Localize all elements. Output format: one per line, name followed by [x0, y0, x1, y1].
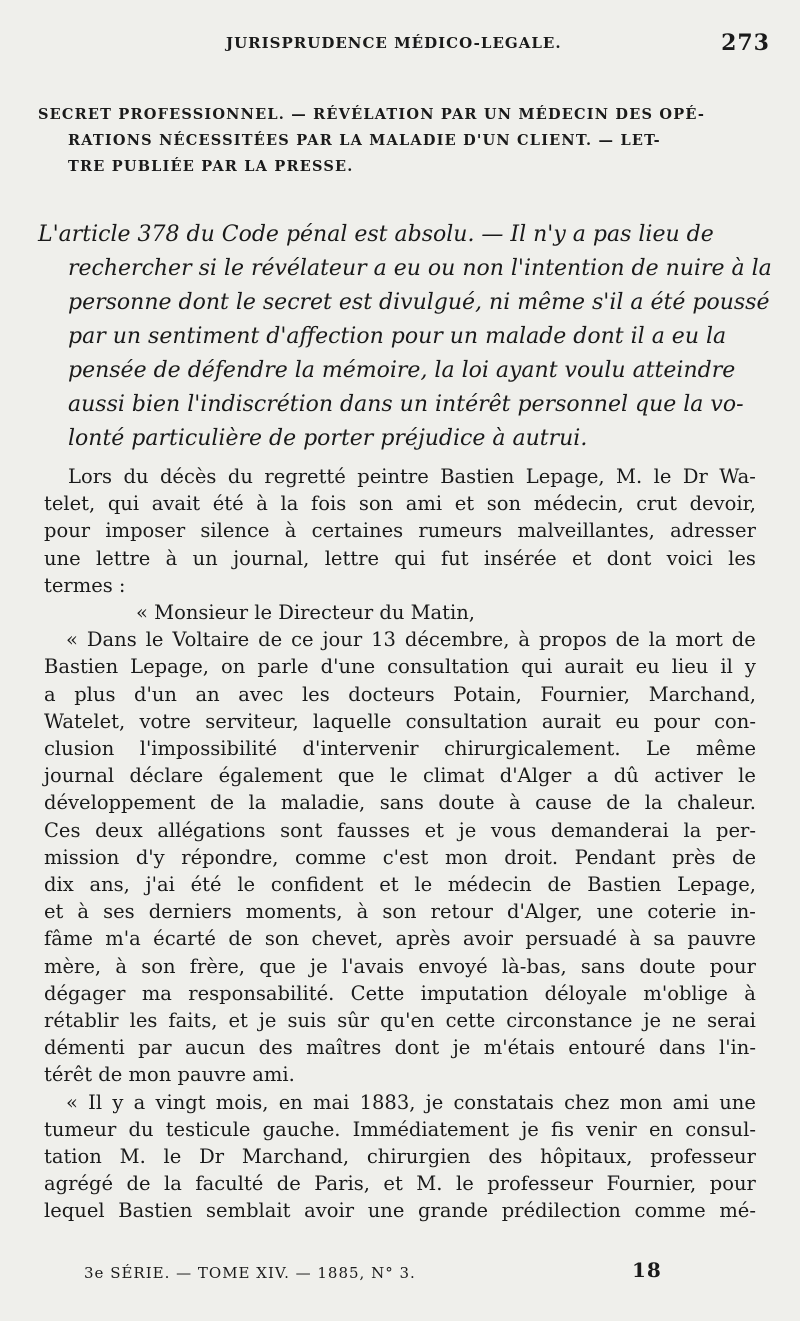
- body-line: « Dans le Voltaire de ce jour 13 décembre, à propos de la mort de: [66, 628, 756, 652]
- body-line: une lettre à un journal, lettre qui fut insérée et dont voici les: [44, 546, 756, 570]
- body-line: telet, qui avait été à la fois son ami et son médecin, crut devoir,: [44, 492, 756, 516]
- summary-line: L'article 378 du Code pénal est absolu. — Il n'y a pas lieu de: [38, 222, 714, 247]
- summary-paragraph: [38, 218, 772, 456]
- series-info: 3e SÉRIE. — TOME XIV. — 1885, N° 3.: [84, 1264, 416, 1282]
- section-heading: [38, 102, 756, 180]
- body-line: tumeur du testicule gauche. Immédiatement je fis venir en consul-: [44, 1117, 756, 1141]
- summary-line: lonté particulière de porter préjudice à autrui.: [68, 426, 588, 451]
- body-line: tation M. le Dr Marchand, chirurgien des hôpitaux, professeur: [44, 1145, 756, 1169]
- body-line: développement de la maladie, sans doute à cause de la chaleur.: [44, 791, 756, 815]
- body-line: et à ses derniers moments, à son retour d'Alger, une coterie in-: [44, 900, 756, 924]
- body-line: fâme m'a écarté de son chevet, après avoir persuadé à sa pauvre: [44, 927, 756, 951]
- body-line: agrégé de la faculté de Paris, et M. le professeur Fournier, pour: [44, 1172, 756, 1196]
- body-line: rétablir les faits, et je suis sûr qu'en cette circonstance je ne serai: [44, 1009, 756, 1033]
- body-line: Ces deux allégations sont fausses et je vous demanderai la per-: [44, 818, 756, 842]
- summary-line: personne dont le secret est divulgué, ni même s'il a été poussé: [68, 290, 770, 315]
- section-heading-line: RATIONS NÉCESSITÉES PAR LA MALADIE D'UN CLIENT. — LET-: [68, 132, 661, 149]
- page-footer: [84, 1258, 664, 1282]
- body-line: démenti par aucun des maîtres dont je m'étais entouré dans l'in-: [44, 1036, 756, 1060]
- body-line: pour imposer silence à certaines rumeurs malveillantes, adresser: [44, 519, 756, 543]
- section-heading-line: TRE PUBLIÉE PAR LA PRESSE.: [68, 158, 354, 175]
- body-line: mère, à son frère, que je l'avais envoyé là-bas, sans doute pour: [44, 954, 756, 978]
- page-number: 273: [721, 30, 770, 56]
- body-text: [44, 463, 756, 1225]
- body-line: dégager ma responsabilité. Cette imputation déloyale m'oblige à: [44, 981, 756, 1005]
- body-line: lequel Bastien semblait avoir une grande prédilection comme mé-: [44, 1199, 756, 1223]
- body-line: dix ans, j'ai été le confident et le médecin de Bastien Lepage,: [44, 873, 756, 897]
- body-line: « Il y a vingt mois, en mai 1883, je constatais chez mon ami une: [66, 1090, 756, 1114]
- summary-line: aussi bien l'indiscrétion dans un intérêt personnel que la vo-: [68, 392, 744, 417]
- body-line: « Monsieur le Directeur du Matin,: [136, 601, 476, 625]
- body-line: Lors du décès du regretté peintre Bastien Lepage, M. le Dr Wa-: [68, 465, 756, 488]
- summary-line: pensée de défendre la mémoire, la loi ayant voulu atteindre: [68, 358, 736, 383]
- signature-mark: 18: [632, 1258, 662, 1282]
- body-line: a plus d'un an avec les docteurs Potain, Fournier, Marchand,: [44, 682, 756, 706]
- running-title: JURISPRUDENCE MÉDICO-LEGALE.: [226, 34, 562, 52]
- summary-line: rechercher si le révélateur a eu ou non l'intention de nuire à la: [68, 256, 772, 281]
- body-line: journal déclare également que le climat d'Alger a dû activer le: [44, 764, 756, 788]
- body-line: térêt de mon pauvre ami.: [44, 1063, 295, 1087]
- body-line: termes :: [44, 573, 126, 597]
- body-line: Bastien Lepage, on parle d'une consultation qui aurait eu lieu il y: [44, 655, 756, 679]
- section-heading-line: SECRET PROFESSIONNEL. — RÉVÉLATION PAR UN MÉDECIN DES OPÉ-: [38, 106, 706, 123]
- running-header: [48, 30, 770, 60]
- body-line: clusion l'impossibilité d'intervenir chirurgicalement. Le même: [44, 737, 756, 761]
- body-line: mission d'y répondre, comme c'est mon droit. Pendant près de: [44, 845, 756, 869]
- body-line: Watelet, votre serviteur, laquelle consultation aurait eu pour con-: [44, 709, 756, 733]
- summary-line: par un sentiment d'affection pour un malade dont il a eu la: [68, 324, 727, 349]
